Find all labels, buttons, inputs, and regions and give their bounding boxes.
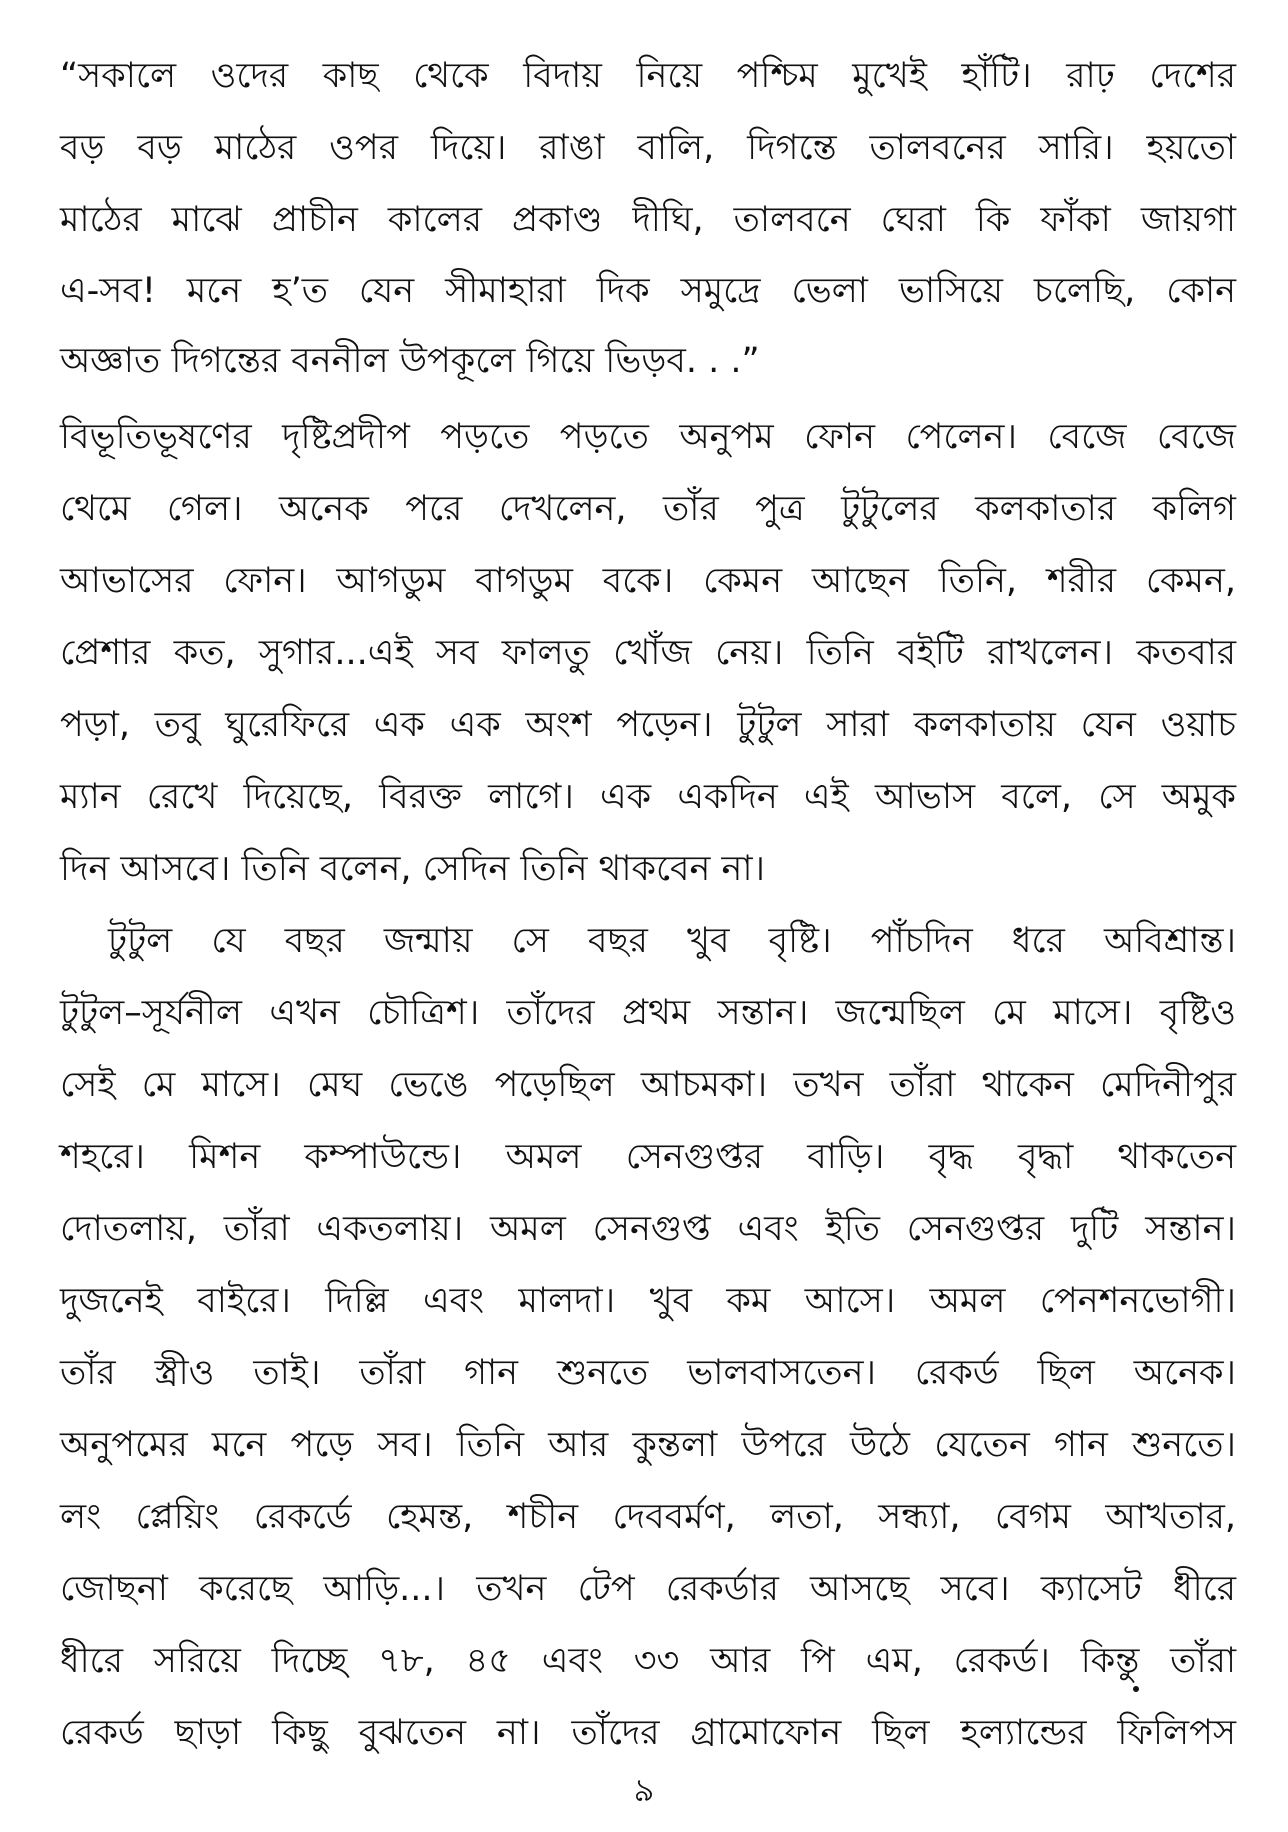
paragraph-line: দুজনেই বাইরে। দিল্লি এবং মালদা। খুব কম আসে। অমল পেনশনভোগী। [60,1281,1236,1321]
quote-line: বড় বড় মাঠের ওপর দিয়ে। রাঙা বালি, দিগন্তে তালবনের সারি। হয়তো [60,128,1236,168]
paragraph-line: তাঁর স্ত্রীও তাই। তাঁরা গান শুনতে ভালবাসতেন। রেকর্ড ছিল অনেক। [60,1353,1236,1393]
quote-line: এ-সব! মনে হ’ত যেন সীমাহারা দিক সমুদ্রে ভেলা ভাসিয়ে চলেছি, কোন [60,271,1236,311]
quote-line: মাঠের মাঝে প্রাচীন কালের প্রকাণ্ড দীঘি, তালবনে ঘেরা কি ফাঁকা জায়গা [60,200,1236,240]
page-number: ৯ [633,1771,655,1809]
paragraph-line: টুটুল–সূর্যনীল এখন চৌত্রিশ। তাঁদের প্রথম সন্তান। জন্মেছিল মে মাসে। বৃষ্টিও [60,993,1236,1033]
paragraph-line: রেকর্ড ছাড়া কিছু বুঝতেন না। তাঁদের গ্রামোফোন ছিল হল্যান্ডের ফিলিপস [60,1713,1236,1753]
paragraph-line: ধীরে সরিয়ে দিচ্ছে ৭৮, ৪৫ এবং ৩৩ আর পি এম, রেকর্ড। কিন্তু তাঁরা [60,1641,1236,1681]
paragraph-line: সেই মে মাসে। মেঘ ভেঙে পড়েছিল আচমকা। তখন তাঁরা থাকেন মেদিনীপুর [60,1065,1236,1105]
paragraph-line: টুটুল যে বছর জন্মায় সে বছর খুব বৃষ্টি। পাঁচদিন ধরে অবিশ্রান্ত। [108,921,1236,961]
quote-line: অজ্ঞাত দিগন্তের বননীল উপকূলে গিয়ে ভিড়ব. . .” [60,341,760,381]
paragraph-line: পড়া, তবু ঘুরেফিরে এক এক অংশ পড়েন। টুটুল সারা কলকাতায় যেন ওয়াচ [60,705,1236,745]
paragraph-line: ম্যান রেখে দিয়েছে, বিরক্ত লাগে। এক একদিন এই আভাস বলে, সে অমুক [60,777,1236,817]
paragraph-line: জোছনা করেছে আড়ি...। তখন টেপ রেকর্ডার আসছে সবে। ক্যাসেট ধীরে [60,1569,1236,1609]
quote-line: “সকালে ওদের কাছ থেকে বিদায় নিয়ে পশ্চিম মুখেই হাঁটি। রাঢ় দেশের [60,56,1236,96]
paragraph-line: দিন আসবে। তিনি বলেন, সেদিন তিনি থাকবেন না। [60,849,766,889]
paragraph-line: অনুপমের মনে পড়ে সব। তিনি আর কুন্তলা উপরে উঠে যেতেন গান শুনতে। [60,1425,1236,1465]
paragraph-line: প্রেশার কত, সুগার...এই সব ফালতু খোঁজ নেয়। তিনি বইটি রাখলেন। কতবার [60,633,1236,673]
paragraph-line: আভাসের ফোন। আগডুম বাগডুম বকে। কেমন আছেন তিনি, শরীর কেমন, [60,561,1236,601]
ink-speck [1133,1686,1139,1692]
paragraph-line: থেমে গেল। অনেক পরে দেখলেন, তাঁর পুত্র টুটুলের কলকাতার কলিগ [60,489,1236,529]
paragraph-line: লং প্লেয়িং রেকর্ডে হেমন্ত, শচীন দেববর্মণ, লতা, সন্ধ্যা, বেগম আখতার, [60,1497,1236,1537]
paragraph-line: শহরে। মিশন কম্পাউন্ডে। অমল সেনগুপ্তর বাড়ি। বৃদ্ধ বৃদ্ধা থাকতেন [60,1137,1236,1177]
paragraph-line: দোতলায়, তাঁরা একতলায়। অমল সেনগুপ্ত এবং ইতি সেনগুপ্তর দুটি সন্তান। [60,1209,1236,1249]
paragraph-line: বিভূতিভূষণের দৃষ্টিপ্রদীপ পড়তে পড়তে অনুপম ফোন পেলেন। বেজে বেজে [60,417,1236,457]
